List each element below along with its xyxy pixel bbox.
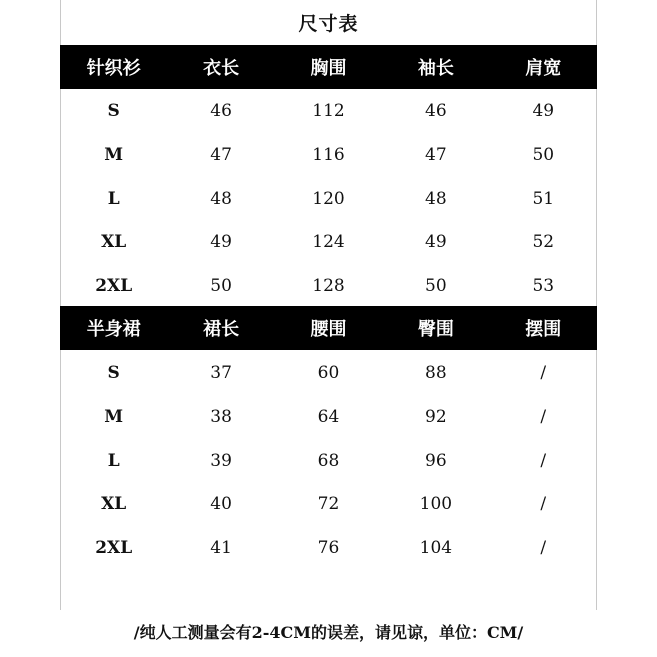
value-cell: / — [540, 362, 547, 383]
value-cell: 41 — [210, 537, 232, 558]
value-cell: 116 — [312, 144, 345, 165]
table-row — [60, 133, 597, 176]
value-cell: 51 — [532, 188, 555, 209]
size-cell: 2XL — [95, 537, 133, 558]
value-cell: 100 — [419, 493, 453, 514]
size-cell: S — [107, 362, 120, 383]
value-cell: 53 — [532, 275, 555, 296]
value-cell: 76 — [317, 537, 340, 558]
size-cell: XL — [101, 231, 127, 252]
skirt-header-row — [60, 306, 597, 350]
value-cell: 60 — [317, 362, 340, 383]
measurement-note: /纯人工测量会有2-4CM的误差，请见谅，单位：CM/ — [133, 623, 524, 642]
value-cell: 48 — [425, 188, 447, 209]
value-cell: 72 — [317, 493, 340, 514]
header-cell-sleeve: 袖长 — [417, 58, 454, 79]
table-row — [60, 89, 597, 132]
table-row — [60, 220, 597, 263]
size-cell: M — [104, 406, 124, 427]
table-row — [60, 264, 597, 307]
value-cell: / — [540, 450, 547, 471]
value-cell: 120 — [312, 188, 345, 209]
value-cell: 88 — [425, 362, 447, 383]
size-cell: L — [107, 188, 120, 209]
table-row — [60, 177, 597, 220]
value-cell: 124 — [312, 231, 345, 252]
value-cell: 47 — [425, 144, 447, 165]
page-title: 尺寸表 — [298, 12, 359, 35]
value-cell: / — [540, 493, 547, 514]
header-cell-shoulder: 肩宽 — [525, 58, 562, 79]
value-cell: 50 — [532, 144, 555, 165]
value-cell: 68 — [317, 450, 340, 471]
value-cell: 46 — [425, 100, 447, 121]
value-cell: 50 — [210, 275, 232, 296]
value-cell: 47 — [210, 144, 232, 165]
size-cell: 2XL — [95, 275, 133, 296]
value-cell: / — [540, 406, 547, 427]
value-cell: / — [540, 537, 547, 558]
value-cell: 104 — [419, 537, 453, 558]
table-row — [60, 351, 597, 394]
value-cell: 48 — [210, 188, 232, 209]
size-cell: XL — [101, 493, 127, 514]
value-cell: 39 — [210, 450, 232, 471]
value-cell: 96 — [425, 450, 447, 471]
header-cell-length: 衣长 — [203, 58, 240, 79]
size-cell: S — [107, 100, 120, 121]
value-cell: 92 — [425, 406, 447, 427]
size-cell: M — [104, 144, 124, 165]
value-cell: 52 — [532, 231, 555, 252]
value-cell: 38 — [210, 406, 232, 427]
value-cell: 50 — [425, 275, 447, 296]
value-cell: 37 — [210, 362, 232, 383]
header-cell-sweater: 针织衫 — [86, 58, 141, 79]
header-cell-hip: 臀围 — [417, 319, 454, 340]
value-cell: 49 — [425, 231, 447, 252]
value-cell: 112 — [312, 100, 345, 121]
table-row — [60, 526, 597, 569]
table-row — [60, 439, 597, 482]
value-cell: 64 — [317, 406, 340, 427]
value-cell: 46 — [210, 100, 232, 121]
value-cell: 40 — [210, 493, 232, 514]
value-cell: 49 — [532, 100, 555, 121]
table-row — [60, 395, 597, 438]
size-cell: L — [107, 450, 120, 471]
value-cell: 128 — [312, 275, 345, 296]
header-cell-waist: 腰围 — [310, 319, 347, 340]
value-cell: 49 — [210, 231, 232, 252]
header-cell-chest: 胸围 — [310, 58, 347, 79]
sweater-header-row — [60, 45, 597, 89]
header-cell-hem: 摆围 — [525, 319, 562, 340]
header-cell-skirt: 半身裙 — [86, 319, 141, 340]
table-row — [60, 482, 597, 525]
header-cell-skirt-length: 裙长 — [203, 319, 240, 340]
